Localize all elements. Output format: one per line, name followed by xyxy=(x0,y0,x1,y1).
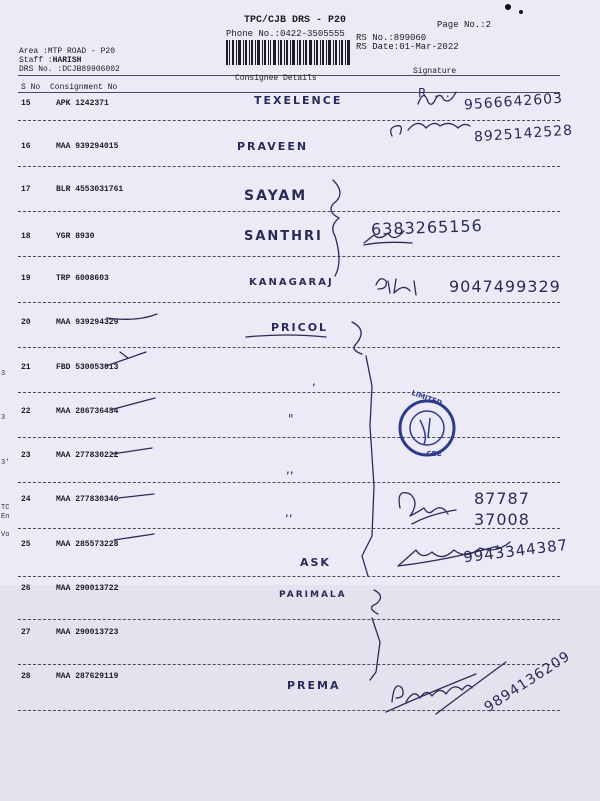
col-consignment: Consignment No xyxy=(50,83,118,92)
tick-mark xyxy=(110,398,155,410)
tick-mark xyxy=(106,352,146,366)
row-consignment: MAA 277830222 xyxy=(56,451,119,460)
signature-scribble xyxy=(418,92,456,104)
consignee-name: KANAGARAJ xyxy=(249,277,334,288)
col-sno: S No xyxy=(21,83,41,92)
company-stamp xyxy=(400,401,454,455)
tick-mark xyxy=(118,494,154,498)
row-sno: 27 xyxy=(21,628,31,637)
tick-mark xyxy=(112,448,152,454)
stamp-text: CBE xyxy=(426,450,442,458)
signature-scribble xyxy=(391,123,470,136)
name-underline xyxy=(246,335,326,337)
header-phone: Phone No.:0422-3505555 xyxy=(226,29,345,39)
consignee-name: PRICOL xyxy=(271,321,329,334)
row-sno: 18 xyxy=(21,232,31,241)
consignee-phone: 8925142528 xyxy=(473,122,574,146)
row-sno: 16 xyxy=(21,142,31,151)
ditto-mark: " xyxy=(288,412,294,426)
col-signature: Signature xyxy=(413,67,457,76)
consignee-name: PARIMALA xyxy=(279,590,347,600)
row-sno: 28 xyxy=(21,672,31,681)
stamp-text: LIMITED xyxy=(410,388,444,408)
brace xyxy=(352,322,362,354)
brace xyxy=(371,590,380,614)
row-consignment: MAA 285573228 xyxy=(56,540,119,549)
consignee-phone: 87787 37008 xyxy=(474,489,530,529)
consignee-phone: 9894136209 xyxy=(481,648,574,716)
row-sno: 25 xyxy=(21,540,31,549)
edge-fragment: 3 xyxy=(1,414,6,422)
ditto-mark: ,, xyxy=(286,462,294,476)
row-sno: 24 xyxy=(21,495,31,504)
page-number: Page No.:2 xyxy=(437,20,492,30)
consignee-name: SANTHRI xyxy=(244,229,323,244)
row-consignment: APK 1242371 xyxy=(56,99,109,108)
row-sno: 21 xyxy=(21,363,31,372)
corner-blot xyxy=(505,4,511,10)
consignee-phone: 9943344387 xyxy=(462,535,570,567)
row-sno: 20 xyxy=(21,318,31,327)
row-consignment: TRP 6008603 xyxy=(56,274,109,283)
row-sno: 23 xyxy=(21,451,31,460)
ditto-mark: , xyxy=(312,374,316,388)
row-consignment: MAA 290013722 xyxy=(56,584,119,593)
consignee-phone: 9047499329 xyxy=(449,277,561,296)
signature-scribble xyxy=(398,542,510,566)
edge-fragment: En xyxy=(1,513,10,521)
row-sno: 22 xyxy=(21,407,31,416)
drs-number: DRS No. :DCJB89906002 xyxy=(19,65,120,74)
bracket-line xyxy=(370,618,380,680)
row-consignment: MAA 939294329 xyxy=(56,318,119,327)
staff-name: HARISH xyxy=(52,56,82,65)
corner-blot xyxy=(519,10,523,14)
area-field: Area :MTP ROAD - P20 xyxy=(19,47,116,56)
consignee-name: PRAVEEN xyxy=(237,140,309,153)
rs-number: RS No.:899060 xyxy=(356,33,427,43)
row-consignment: MAA 277830346 xyxy=(56,495,119,504)
consignee-name: SAYAM xyxy=(244,188,308,204)
row-sno: 17 xyxy=(21,185,31,194)
consignee-name: ASK xyxy=(300,556,331,569)
row-consignment: FBD 530053013 xyxy=(56,363,119,372)
brace xyxy=(331,180,340,276)
row-sno: 19 xyxy=(21,274,31,283)
tick-mark xyxy=(114,534,154,540)
consignee-phone: 6383265156 xyxy=(370,216,484,239)
signature-scribble xyxy=(386,662,506,714)
edge-fragment: 3 xyxy=(1,370,6,378)
signature-scribble xyxy=(376,279,416,295)
consignee-phone: 9566642603 xyxy=(463,90,564,114)
signature-scribble xyxy=(364,231,412,245)
bracket-line xyxy=(362,356,374,576)
signature-scribble xyxy=(399,493,456,524)
document-title: TPC/CJB DRS - P20 xyxy=(244,15,347,26)
row-consignment: BLR 4553031761 xyxy=(56,185,124,194)
row-sno: 15 xyxy=(21,99,31,108)
edge-fragment: 3' xyxy=(1,459,10,467)
row-consignment: MAA 939294015 xyxy=(56,142,119,151)
staff-label: Staff : xyxy=(19,56,53,65)
ditto-mark: ,, xyxy=(285,505,293,519)
consignee-name: PREMA xyxy=(287,679,341,692)
row-consignment: MAA 290013723 xyxy=(56,628,119,637)
row-sno: 26 xyxy=(21,584,31,593)
col-consignee: Consignee Details xyxy=(235,74,317,83)
rs-date: RS Date:01-Mar-2022 xyxy=(356,42,459,52)
row-consignment: MAA 286736434 xyxy=(56,407,119,416)
row-consignment: MAA 287629119 xyxy=(56,672,119,681)
row-consignment: YGR 8930 xyxy=(56,232,95,241)
tick-mark xyxy=(107,314,157,319)
consignee-name: TEXELENCE xyxy=(254,94,343,107)
signature-text: R ... xyxy=(418,86,452,100)
edge-fragment: TC xyxy=(1,504,10,512)
edge-fragment: Vo xyxy=(1,531,10,539)
